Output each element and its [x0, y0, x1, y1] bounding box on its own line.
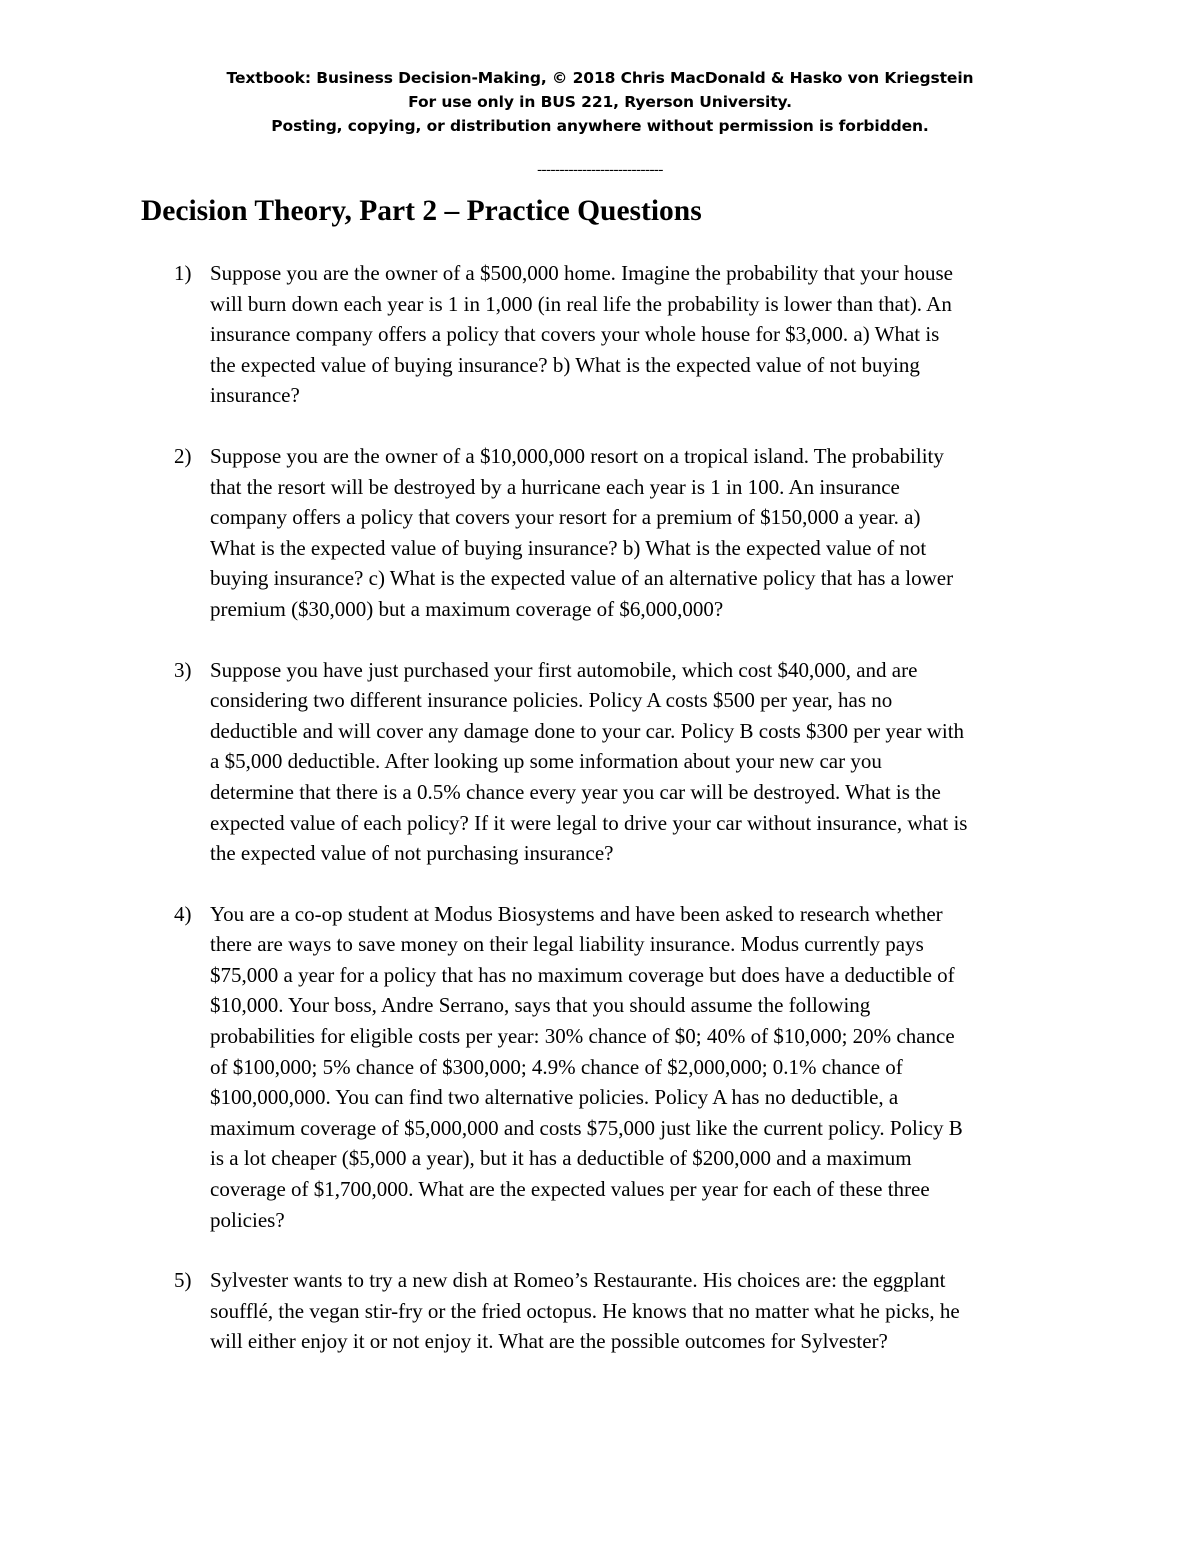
- question-line: will either enjoy it or not enjoy it. What are the possible outcomes for Sylvester?: [210, 1329, 888, 1354]
- question-line: Sylvester wants to try a new dish at Romeo’s Restaurante. His choices are: the eggplant: [210, 1268, 946, 1293]
- question-line: the expected value of not purchasing insurance?: [210, 841, 614, 866]
- question-number: 2): [174, 443, 192, 468]
- divider-rule: ----------------------------: [537, 162, 663, 178]
- question-item: [0, 1265, 1200, 1357]
- question-line: considering two different insurance policies. Policy A costs $500 per year, has no: [210, 688, 893, 713]
- question-line: will burn down each year is 1 in 1,000 (in real life the probability is lower than that). An: [210, 291, 952, 316]
- header-line-usage: For use only in BUS 221, Ryerson University.: [408, 93, 792, 111]
- question-line: that the resort will be destroyed by a hurricane each year is 1 in 100. An insurance: [210, 474, 900, 499]
- question-text: [210, 441, 1072, 625]
- question-line: determine that there is a 0.5% chance every year you car will be destroyed. What is the: [210, 779, 941, 804]
- question-number: 3): [174, 657, 192, 682]
- question-line: a $5,000 deductible. After looking up some information about your new car you: [210, 749, 882, 774]
- question-number: 4): [174, 901, 192, 926]
- question-line: company offers a policy that covers your resort for a premium of $150,000 a year. a): [210, 505, 921, 530]
- question-number: 1): [174, 261, 192, 285]
- header-line-textbook: Textbook: Business Decision-Making, © 2018 Chris MacDonald & Hasko von Kriegstein: [226, 69, 974, 87]
- question-item: [0, 899, 1200, 1236]
- question-item: [0, 655, 1200, 869]
- question-text: [210, 258, 1072, 411]
- question-line: $75,000 a year for a policy that has no maximum coverage but does have a deductible of: [210, 962, 955, 987]
- question-line: insurance company offers a policy that covers your whole house for $3,000. a) What is: [210, 322, 940, 347]
- copyright-header: [0, 66, 1200, 138]
- question-line: of $100,000; 5% chance of $300,000; 4.9% chance of $2,000,000; 0.1% chance of: [210, 1054, 903, 1079]
- question-line: $100,000,000. You can find two alternative policies. Policy A has no deductible, a: [210, 1085, 899, 1110]
- question-number: 5): [174, 1268, 192, 1293]
- question-line: Suppose you are the owner of a $10,000,000 resort on a tropical island. The probability: [210, 443, 944, 468]
- question-item: [0, 441, 1200, 625]
- question-line: coverage of $1,700,000. What are the expected values per year for each of these three: [210, 1177, 930, 1202]
- question-line: the expected value of buying insurance? b) What is the expected value of not buying: [210, 352, 920, 377]
- question-line: soufflé, the vegan stir-fry or the fried octopus. He knows that no matter what he picks, he: [210, 1298, 960, 1323]
- question-line: policies?: [210, 1207, 285, 1232]
- question-line: probabilities for eligible costs per year: 30% chance of $0; 40% of $10,000; 20% chance: [210, 1024, 955, 1049]
- question-line: premium ($30,000) but a maximum coverage of $6,000,000?: [210, 596, 724, 621]
- question-line: Suppose you have just purchased your first automobile, which cost $40,000, and are: [210, 657, 918, 682]
- question-line: is a lot cheaper ($5,000 a year), but it has a deductible of $200,000 and a maximum: [210, 1146, 912, 1171]
- page-title: Decision Theory, Part 2 – Practice Questions: [141, 195, 702, 227]
- question-line: there are ways to save money on their legal liability insurance. Modus currently pays: [210, 932, 924, 957]
- question-line: Suppose you are the owner of a $500,000 home. Imagine the probability that your house: [210, 261, 953, 285]
- question-item: [0, 258, 1200, 411]
- question-line: maximum coverage of $5,000,000 and costs $75,000 just like the current policy. Policy B: [210, 1115, 963, 1140]
- question-line: $10,000. Your boss, Andre Serrano, says that you should assume the following: [210, 993, 871, 1018]
- header-line-permission: Posting, copying, or distribution anywhere without permission is forbidden.: [271, 117, 929, 135]
- question-text: [210, 1265, 1072, 1357]
- question-line: buying insurance? c) What is the expected value of an alternative policy that has a lower: [210, 566, 954, 591]
- question-list: [0, 258, 1200, 1387]
- question-line: insurance?: [210, 383, 300, 408]
- question-line: You are a co-op student at Modus Biosystems and have been asked to research whether: [210, 901, 943, 926]
- question-text: [210, 655, 1072, 869]
- question-line: What is the expected value of buying insurance? b) What is the expected value of not: [210, 535, 927, 560]
- question-text: [210, 899, 1072, 1236]
- question-line: deductible and will cover any damage done to your car. Policy B costs $300 per year with: [210, 718, 965, 743]
- question-line: expected value of each policy? If it were legal to drive your car without insurance, what is: [210, 810, 968, 835]
